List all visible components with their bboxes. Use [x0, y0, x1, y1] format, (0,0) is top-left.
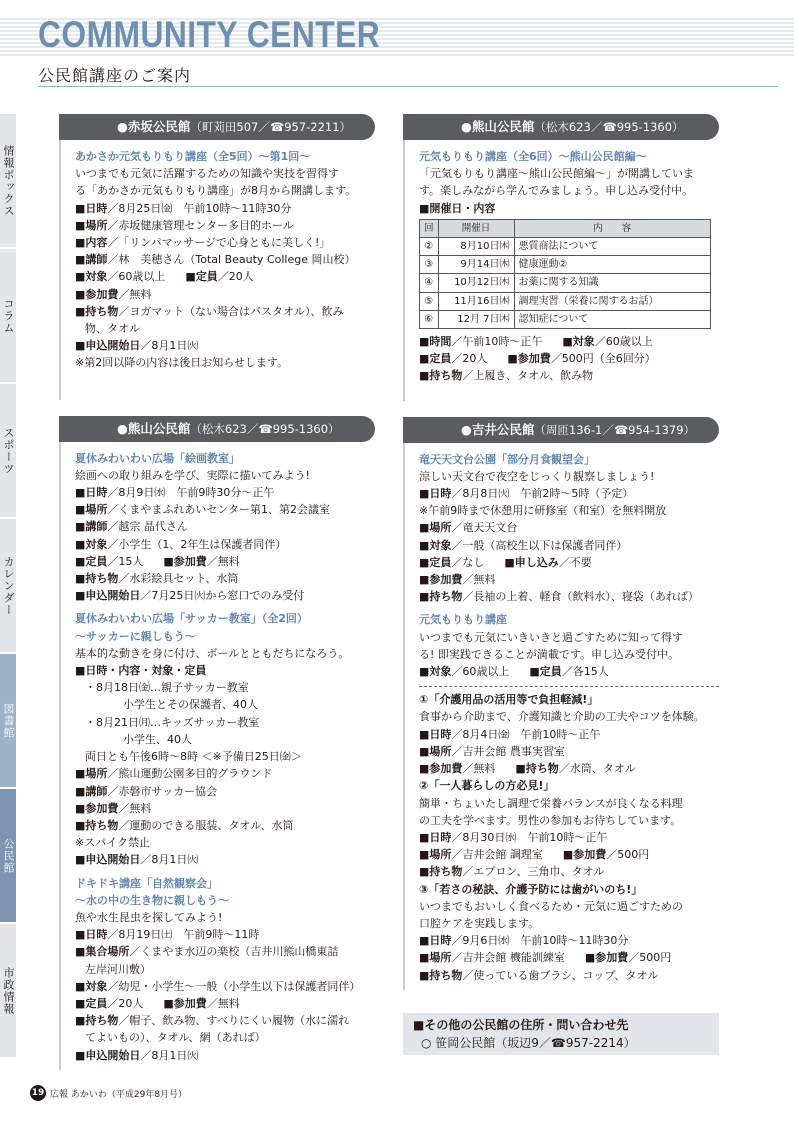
- apply-label: ■申し込み: [504, 555, 559, 569]
- lecturer-value: ／赤磐市サッカー協会: [107, 784, 218, 798]
- session-content: 認知症について: [514, 310, 710, 328]
- akasaka-section: [59, 114, 375, 400]
- target-label: ■対象: [562, 335, 595, 349]
- side-tab-library[interactable]: 図書館: [0, 654, 16, 789]
- akasaka-header-bar: [59, 114, 375, 140]
- apply-label: ■申込開始日: [75, 339, 141, 353]
- side-tab-column[interactable]: コラム: [0, 249, 16, 384]
- facility-contact: （周匝136-1／☎954-1379）: [534, 422, 696, 437]
- target-label: ■対象: [419, 665, 452, 679]
- other-center-entry: ○ 笹岡公民館（坂辺9／☎957-2214）: [421, 1036, 636, 1050]
- session-intro: 口腔ケアを実践します。: [419, 916, 540, 930]
- place-value: ／竜天天文台: [451, 521, 518, 535]
- date-value: ／8月25日㈮ 午前10時～11時30分: [107, 201, 292, 215]
- place-label: ■場所: [419, 744, 452, 758]
- schedule-table: [419, 219, 711, 329]
- table-row: [420, 292, 711, 310]
- date-label: ■日時: [419, 830, 452, 844]
- meeting-place-label: ■集合場所: [75, 945, 130, 959]
- course-title: 元気もりもり講座: [419, 613, 507, 627]
- session-number: ③: [420, 256, 439, 274]
- schedule-label: ■開催日・内容: [419, 201, 496, 215]
- side-tabs: [0, 114, 30, 1059]
- apply-label: ■申込開始日: [75, 853, 141, 867]
- side-tab-community-center[interactable]: 公民館: [0, 789, 16, 924]
- fee-value: ／500円: [606, 848, 650, 862]
- fee-label: ■参加費: [507, 352, 551, 366]
- capacity-value: ／20人: [217, 270, 254, 284]
- items-value-cont: 物、タオル: [85, 322, 140, 336]
- akasaka-body: [61, 140, 375, 400]
- page-footer: [30, 1085, 187, 1101]
- session-number: ④: [420, 274, 439, 292]
- schedule-item: ・8月18日㈮…親子サッカー教室: [85, 681, 249, 695]
- kumayama-left-section: [59, 416, 375, 1070]
- date-label: ■日時: [419, 727, 452, 741]
- course-intro: る「あかさか元気もりもり講座」が8月から開講します。: [75, 184, 357, 198]
- table-header-row: [420, 219, 711, 237]
- fee-label: ■参加費: [75, 801, 119, 815]
- target-label: ■対象: [75, 537, 108, 551]
- date-value: ／8月19日㈯ 午前9時～11時: [107, 928, 260, 942]
- fee-value: ／無料: [462, 573, 496, 587]
- content-label: ■内容: [75, 236, 108, 250]
- items-label: ■持ち物: [75, 572, 119, 586]
- side-tab-calendar[interactable]: カレンダー: [0, 519, 16, 654]
- column-header: 内 容: [514, 219, 710, 237]
- lecturer-label: ■講師: [75, 253, 108, 267]
- dashed-divider: [419, 686, 719, 687]
- header-divider: [38, 86, 778, 87]
- capacity-label: ■定員: [75, 554, 108, 568]
- time-label: ■時間: [419, 335, 452, 349]
- date-label: ■日時: [75, 928, 108, 942]
- items-label: ■持ち物: [75, 304, 119, 318]
- table-row: [420, 274, 711, 292]
- course-intro: る! 即実践できることが満載です。申し込み受付中。: [419, 647, 680, 661]
- items-label: ■持ち物: [419, 369, 463, 383]
- course-intro: 涼しい天文台で夜空をじっくり観察しましょう!: [419, 469, 655, 483]
- items-label: ■持ち物: [75, 1014, 119, 1028]
- date-value: ／8月9日㈬ 午前9時30分～正午: [107, 486, 275, 500]
- session-date: 12月 7日㈭: [438, 310, 514, 328]
- place-label: ■場所: [419, 951, 452, 965]
- note: ※スパイク禁止: [75, 836, 150, 850]
- other-centers-box: [403, 1013, 719, 1055]
- fee-label: ■参加費: [163, 554, 207, 568]
- fee-label: ■参加費: [584, 951, 629, 965]
- session-intro: 食事から介助まで、介護知識と介助の工夫やコツを体験。: [419, 710, 705, 724]
- session-content: 調理実習（栄養に関するお話）: [514, 292, 710, 310]
- course-title: あかさか元気もりもり講座（全5回）～第1回～: [75, 150, 311, 163]
- date-label: ■日時: [419, 487, 452, 501]
- schedule-time: 両日とも午後6時～8時 ＜※予備日25日㈮＞: [85, 750, 302, 764]
- place-label: ■場所: [419, 521, 452, 535]
- note: ※第2回以降の内容は後日お知らせします。: [75, 356, 289, 370]
- course-title: 夏休みわいわい広場「サッカー教室」（全2回）: [75, 612, 308, 626]
- items-label: ■持ち物: [419, 968, 463, 982]
- course-title: 竜天天文台公園「部分月食観望会」: [419, 452, 595, 466]
- fee-label: ■参加費: [419, 573, 463, 587]
- fee-value: ／500円: [628, 951, 672, 965]
- place-label: ■場所: [75, 503, 108, 517]
- date-value: ／8月8日㈫ 午前2時～5時（予定）: [451, 487, 634, 501]
- kumayama-left-body: [61, 442, 375, 1070]
- course-intro: いつまでも元気にいきいきと過ごすために知って得す: [419, 630, 683, 644]
- session-title: ①「介護用品の活用等で負担軽減!」: [419, 693, 599, 707]
- page-number: 19: [30, 1085, 46, 1101]
- left-column: [59, 114, 375, 1086]
- target-value: ／幼児・小学生～一般（小学生以下は保護者同伴）: [107, 979, 361, 993]
- items-label: ■持ち物: [419, 865, 463, 879]
- schedule-item-detail: 小学生とその保護者、40人: [123, 698, 258, 712]
- apply-value: ／8月1日㈫: [140, 853, 199, 867]
- capacity-value: ／なし: [451, 555, 485, 569]
- place-value: ／赤坂健康管理センター多目的ホール: [107, 218, 294, 232]
- schedule-item: ・8月21日㈪…キッズサッカー教室: [85, 715, 260, 729]
- table-row: [420, 238, 711, 256]
- side-tab-info[interactable]: 情報ボックス: [0, 114, 16, 249]
- place-label: ■場所: [75, 218, 108, 232]
- session-intro: いつまでもおいしく食べるため・元気に過ごすための: [419, 899, 683, 913]
- place-value: ／吉井会館 機能訓練室: [451, 951, 565, 965]
- meeting-place-value: ／くまやま水辺の楽校（吉井川熊山橋東詰: [129, 945, 339, 959]
- session-number: ⑤: [420, 292, 439, 310]
- fee-label: ■参加費: [75, 287, 119, 301]
- place-value: ／くまやまふれあいセンター第1、第2会議室: [107, 503, 330, 517]
- fee-label: ■参加費: [163, 996, 207, 1010]
- side-tab-sports[interactable]: スポーツ: [0, 384, 16, 519]
- yoshii-header-bar: [403, 417, 719, 443]
- facility-name: ●熊山公民館: [117, 420, 191, 436]
- items-value-cont: てよいもの）、タオル、網（あれば）: [85, 1031, 266, 1045]
- facility-name: ●赤坂公民館: [117, 119, 191, 134]
- date-label: ■日時: [419, 934, 452, 948]
- yoshii-body: [405, 443, 719, 990]
- place-label: ■場所: [75, 767, 108, 781]
- time-value: ／午前10時～正午: [451, 335, 543, 349]
- lecturer-label: ■講師: [75, 784, 108, 798]
- meeting-place-value-cont: 左岸河川敷）: [85, 962, 151, 976]
- schedule-item-detail: 小学生、40人: [123, 732, 192, 746]
- course-intro: す。楽しみながら学んでみましょう。申し込み受付中。: [419, 184, 694, 198]
- table-row: [420, 310, 711, 328]
- session-title: ②「一人暮らしの方必見!」: [419, 779, 555, 793]
- course-intro: 「元気もりもり講座～熊山公民館編～」が開講していま: [419, 167, 694, 181]
- session-number: ②: [420, 238, 439, 256]
- items-value: ／水筒、タオル: [558, 762, 636, 776]
- target-value: ／60歳以上: [107, 270, 166, 284]
- yoshii-section: [403, 417, 719, 990]
- fee-value: ／無料: [206, 554, 240, 568]
- place-label: ■場所: [419, 848, 452, 862]
- course-intro: いつまでも元気に活躍するための知識や実技を習得す: [75, 167, 339, 181]
- course-subtitle: ～サッカーに親しもう～: [75, 629, 196, 643]
- apply-value: ／7月25日㈫から窓口でのみ受付: [140, 589, 305, 603]
- items-label: ■持ち物: [515, 762, 559, 776]
- target-value: ／60歳以上: [594, 335, 653, 349]
- session-content: お薬に関する知識: [514, 274, 710, 292]
- session-intro: 簡単・ちょいたし調理で栄養バランスが良くなる料理: [419, 796, 683, 810]
- capacity-value: ／20人: [107, 996, 144, 1010]
- place-value: ／熊山運動公園多目的グラウンド: [107, 767, 273, 781]
- facility-name: ●吉井公民館: [461, 421, 535, 437]
- facility-contact: （松木623／☎995-1360）: [534, 120, 684, 134]
- items-value: ／運動のできる服装、タオル、水筒: [118, 818, 294, 832]
- kumayama-header-bar: [403, 114, 719, 140]
- fee-label: ■参加費: [419, 762, 463, 776]
- table-row: [420, 256, 711, 274]
- target-value: ／一般（高校生以下は保護者同伴）: [451, 538, 628, 552]
- date-label: ■日時: [75, 201, 108, 215]
- lecturer-value: ／越宗 晶代さん: [107, 520, 188, 534]
- items-value: ／長袖の上着、軽食（飲料水）、寝袋（あれば）: [462, 590, 699, 604]
- page-subtitle: 公民館講座のご案内: [38, 66, 192, 85]
- session-content: 健康運動②: [514, 256, 710, 274]
- fee-value: ／無料: [118, 801, 152, 815]
- capacity-label: ■定員: [419, 352, 452, 366]
- page-title: COMMUNITY CENTER: [38, 14, 381, 55]
- target-label: ■対象: [419, 538, 452, 552]
- capacity-value: ／20人: [451, 352, 488, 366]
- capacity-label: ■定員: [529, 665, 562, 679]
- session-content: 悪質商法について: [514, 238, 710, 256]
- facility-contact: （松木623／☎995-1360）: [190, 421, 340, 436]
- capacity-label: ■定員: [185, 270, 218, 284]
- items-value: ／上履き、タオル、飲み物: [462, 369, 594, 383]
- kumayama-right-body: [405, 140, 719, 401]
- items-label: ■持ち物: [419, 590, 463, 604]
- course-subtitle: ～水の中の生き物に親しもう～: [75, 893, 229, 907]
- side-tab-city-info[interactable]: 市政情報: [0, 924, 16, 1059]
- kumayama-header-bar: [59, 416, 375, 442]
- course-intro: 基本的な動きを身に付け、ボールとともだちになろう。: [75, 646, 350, 660]
- fee-value: ／無料: [118, 287, 152, 301]
- items-value: ／水彩絵具セット、水筒: [118, 572, 239, 586]
- place-value: ／吉井会館 調理室: [451, 848, 543, 862]
- kumayama-right-section: [403, 114, 719, 401]
- session-date: 10月12日㈭: [438, 274, 514, 292]
- fee-value: ／無料: [206, 996, 240, 1010]
- date-label: ■日時: [75, 486, 108, 500]
- capacity-label: ■定員: [419, 555, 452, 569]
- apply-label: ■申込開始日: [75, 1048, 141, 1062]
- schedule-label: ■日時・内容・対象・定員: [75, 664, 207, 678]
- right-column: [403, 114, 719, 1006]
- session-number: ⑥: [420, 310, 439, 328]
- apply-label: ■申込開始日: [75, 589, 141, 603]
- course-title: ドキドキ講座「自然観察会」: [75, 876, 218, 890]
- target-value: ／小学生（1、2年生は保護者同伴）: [107, 537, 287, 551]
- session-title: ③「若さの秘訣、介護予防には歯がいのち!」: [419, 882, 643, 896]
- fee-value: ／500円（全6回分）: [550, 352, 656, 366]
- apply-value: ／不要: [558, 555, 592, 569]
- items-label: ■持ち物: [75, 818, 119, 832]
- course-intro: 魚や水生昆虫を探してみよう!: [75, 910, 223, 924]
- items-value: ／エプロン、三角巾、タオル: [462, 865, 605, 879]
- date-value: ／9月6日㈬ 午前10時～11時30分: [451, 934, 629, 948]
- apply-value: ／8月1日㈫: [140, 339, 199, 353]
- session-date: 9月14日㈭: [438, 256, 514, 274]
- content-value: ／「リンパマッサージで心身ともに美しく!」: [107, 236, 331, 250]
- column-header: 回: [420, 219, 439, 237]
- session-date: 11月16日㈭: [438, 292, 514, 310]
- target-label: ■対象: [75, 979, 108, 993]
- capacity-value: ／15人: [107, 554, 144, 568]
- date-value: ／8月4日㈮ 午前10時～正午: [451, 727, 601, 741]
- course-title: 元気もりもり講座（全6回）～熊山公民館編～: [419, 150, 647, 163]
- apply-value: ／8月1日㈫: [140, 1048, 199, 1062]
- capacity-label: ■定員: [75, 996, 108, 1010]
- items-value: ／ヨガマット（ない場合はバスタオル）、飲み: [118, 304, 344, 318]
- facility-contact: （町苅田507／☎957-2211）: [190, 120, 352, 134]
- place-value: ／吉井会館 農事実習室: [451, 744, 565, 758]
- target-value: ／60歳以上: [451, 665, 510, 679]
- course-intro: 絵画への取り組みを学び、実際に描いてみよう!: [75, 468, 310, 482]
- other-centers-title: ■その他の公民館の住所・問い合わせ先: [413, 1018, 629, 1032]
- fee-label: ■参加費: [562, 848, 607, 862]
- session-intro: の工夫を学べます。男性の参加もお待ちしています。: [419, 813, 682, 827]
- capacity-value: ／各15人: [561, 665, 609, 679]
- items-value: ／使っている歯ブラシ、コップ、タオル: [462, 968, 659, 982]
- note: ※午前9時まで休憩用に研修室（和室）を無料開放: [419, 504, 667, 518]
- items-value: ／帽子、飲み物、すべりにくい履物（水に濡れ: [118, 1014, 350, 1028]
- course-title: 夏休みわいわい広場「絵画教室」: [75, 451, 240, 465]
- date-value: ／8月30日㈬ 午前10時～正午: [451, 830, 608, 844]
- facility-name: ●熊山公民館: [461, 119, 535, 134]
- publication-label: 広報 あかいわ（平成29年8月号）: [50, 1089, 188, 1100]
- session-date: 8月10日㈭: [438, 238, 514, 256]
- lecturer-label: ■講師: [75, 520, 108, 534]
- target-label: ■対象: [75, 270, 108, 284]
- column-header: 開催日: [438, 219, 514, 237]
- fee-value: ／無料: [462, 762, 496, 776]
- lecturer-value: ／林 美穂さん（Total Beauty College 岡山校）: [107, 253, 356, 267]
